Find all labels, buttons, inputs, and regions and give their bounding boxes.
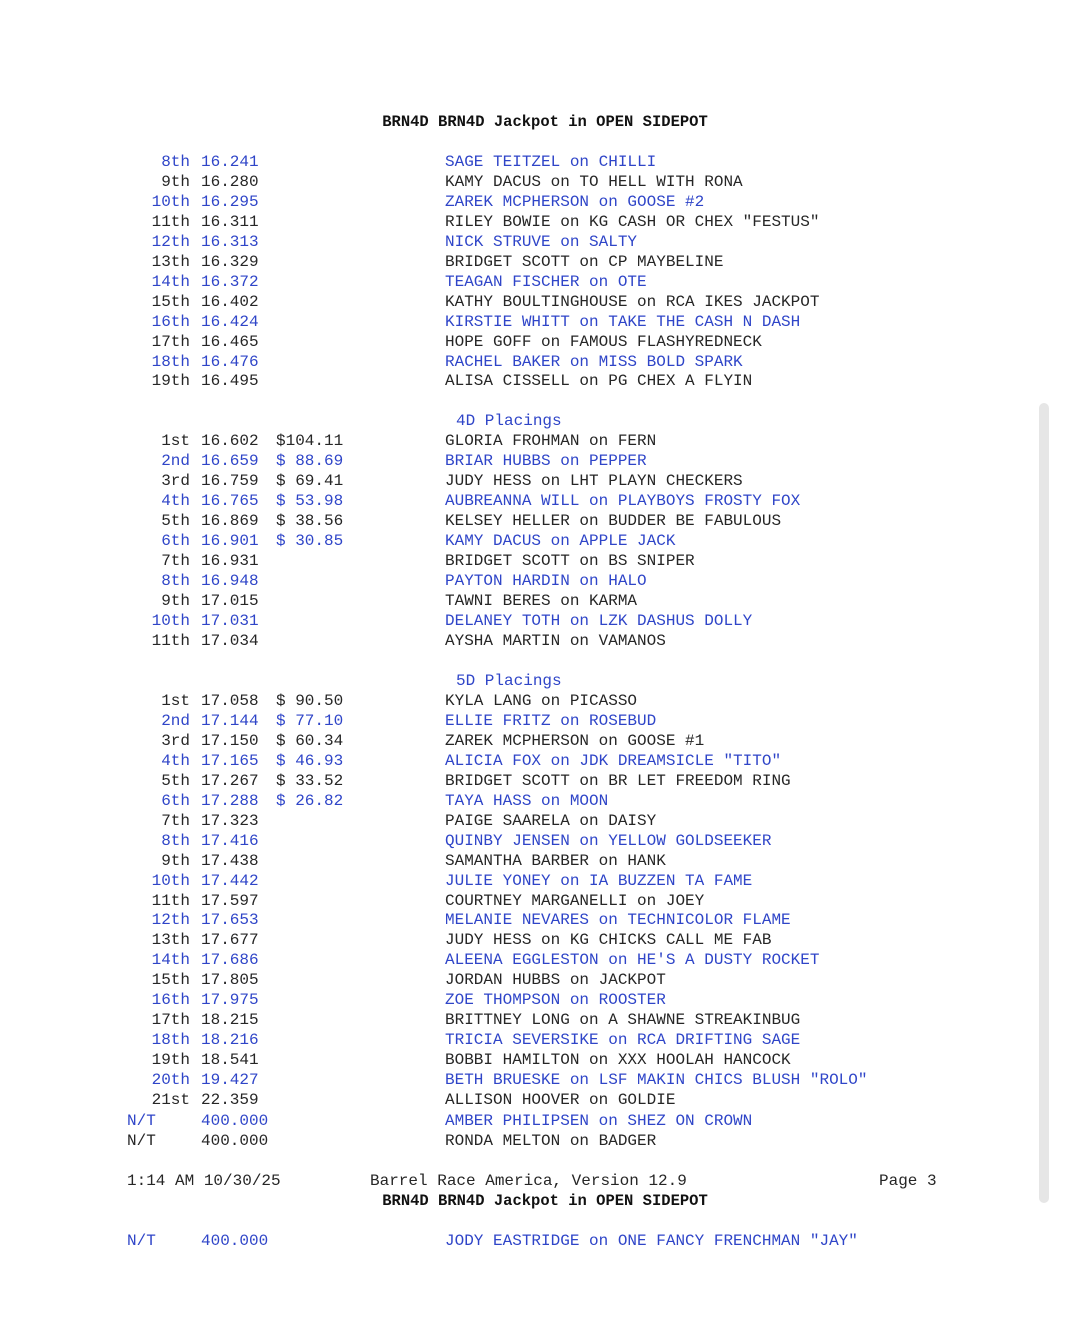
rider-horse: KAMY DACUS on TO HELL WITH RONA [445, 172, 743, 191]
result-row [0, 431, 1000, 451]
result-row [0, 711, 1000, 731]
payout: $ 46.93 [276, 751, 344, 770]
rider-horse: RONDA MELTON on BADGER [445, 1131, 657, 1150]
rider-horse: HOPE GOFF on FAMOUS FLASHYREDNECK [445, 332, 762, 351]
placing: 17th [151, 1011, 190, 1030]
result-row [0, 571, 1000, 591]
rider-horse: AUBREANNA WILL on PLAYBOYS FROSTY FOX [445, 491, 801, 510]
result-row [0, 871, 1000, 891]
result-row [0, 212, 1000, 232]
rider-horse: JODY EASTRIDGE on ONE FANCY FRENCHMAN "JAY" [445, 1232, 858, 1250]
result-row [0, 751, 1000, 771]
result-row [0, 471, 1000, 491]
placing: 11th [151, 631, 190, 650]
result-row [0, 252, 1000, 272]
run-time: 16.602 [201, 432, 259, 450]
rider-horse: BRIDGET SCOTT on BS SNIPER [445, 551, 695, 570]
result-row [0, 491, 1000, 511]
rider-horse: TEAGAN FISCHER on OTE [445, 272, 647, 291]
result-row [0, 771, 1000, 791]
payout: $ 26.82 [276, 791, 344, 810]
footer-timestamp: 1:14 AM 10/30/25 [127, 1172, 281, 1190]
rider-horse: SAMANTHA BARBER on HANK [445, 851, 666, 870]
result-row [0, 352, 1000, 372]
run-time: 16.313 [201, 232, 259, 251]
placing: 8th [161, 831, 190, 850]
run-time: 17.653 [201, 911, 259, 930]
payout: $ 77.10 [276, 711, 344, 730]
result-row [0, 910, 1000, 930]
placing: 16th [151, 991, 190, 1010]
run-time: 16.495 [201, 372, 259, 391]
result-row [0, 192, 1000, 212]
result-row [0, 172, 1000, 192]
placing: 9th [161, 591, 190, 610]
placing: N/T [127, 1131, 156, 1150]
result-row [0, 831, 1000, 851]
rider-horse: SAGE TEITZEL on CHILLI [445, 153, 657, 171]
run-time: 16.765 [201, 491, 259, 510]
rider-horse: TAWNI BERES on KARMA [445, 591, 638, 610]
run-time: 18.216 [201, 1031, 259, 1050]
run-time: 17.031 [201, 611, 259, 630]
rider-horse: BRITTNEY LONG on A SHAWNE STREAKINBUG [445, 1011, 801, 1030]
rider-horse: TRICIA SEVERSIKE on RCA DRIFTING SAGE [445, 1031, 801, 1050]
run-time: 17.416 [201, 831, 259, 850]
payout: $ 30.85 [276, 531, 344, 550]
placing: 3rd [161, 731, 190, 750]
run-time: 16.241 [201, 153, 259, 171]
rider-horse: JUDY HESS on KG CHICKS CALL ME FAB [445, 931, 772, 950]
rider-horse: ZAREK MCPHERSON on GOOSE #2 [445, 192, 705, 211]
result-row [0, 232, 1000, 252]
run-time: 16.476 [201, 352, 259, 371]
placing: 18th [151, 1031, 190, 1050]
rider-horse: ELLIE FRITZ on ROSEBUD [445, 711, 657, 730]
run-time: 17.677 [201, 931, 259, 950]
result-row [0, 551, 1000, 571]
placing: 2nd [161, 451, 190, 470]
run-time: 17.058 [201, 692, 259, 710]
run-time: 16.424 [201, 312, 259, 331]
run-time: 17.144 [201, 711, 259, 730]
payout: $ 33.52 [276, 771, 344, 790]
placing: 2nd [161, 711, 190, 730]
page-title: BRN4D BRN4D Jackpot in OPEN SIDEPOT [382, 113, 708, 131]
placing: 8th [161, 571, 190, 590]
payout: $ 90.50 [276, 692, 344, 710]
placing: 4th [161, 491, 190, 510]
rider-horse: JUDY HESS on LHT PLAYN CHECKERS [445, 471, 743, 490]
run-time: 17.442 [201, 871, 259, 890]
rider-horse: ALEENA EGGLESTON on HE'S A DUSTY ROCKET [445, 951, 820, 970]
placing: 12th [151, 911, 190, 930]
result-row [0, 272, 1000, 292]
run-time: 17.165 [201, 751, 259, 770]
result-row [0, 990, 1000, 1010]
section-heading-5d: 5D Placings [456, 672, 562, 690]
placing: 11th [151, 891, 190, 910]
run-time: 17.805 [201, 971, 259, 990]
placing: 15th [151, 971, 190, 990]
placing: 10th [151, 871, 190, 890]
placing: N/T [127, 1112, 156, 1130]
rider-horse: BRIAR HUBBS on PEPPER [445, 451, 647, 470]
result-row [0, 811, 1000, 831]
result-row [0, 1030, 1000, 1050]
run-time: 17.015 [201, 591, 259, 610]
result-row [0, 731, 1000, 751]
run-time: 16.901 [201, 531, 259, 550]
placing: N/T [127, 1232, 156, 1250]
rider-horse: JORDAN HUBBS on JACKPOT [445, 971, 666, 990]
rider-horse: KIRSTIE WHITT on TAKE THE CASH N DASH [445, 312, 801, 331]
run-time: 17.323 [201, 811, 259, 830]
rider-horse: BOBBI HAMILTON on XXX HOOLAH HANCOCK [445, 1051, 791, 1070]
placing: 13th [151, 252, 190, 271]
result-row [0, 851, 1000, 871]
rider-horse: TAYA HASS on MOON [445, 791, 609, 810]
rider-horse: ALICIA FOX on JDK DREAMSICLE "TITO" [445, 751, 782, 770]
result-row [0, 1090, 1000, 1110]
rider-horse: COURTNEY MARGANELLI on JOEY [445, 891, 705, 910]
result-row [0, 791, 1000, 811]
placing: 21st [151, 1091, 190, 1109]
result-row [0, 1050, 1000, 1070]
result-row [0, 611, 1000, 631]
result-row [0, 591, 1000, 611]
run-time: 16.295 [201, 192, 259, 211]
placing: 9th [161, 172, 190, 191]
result-row [0, 451, 1000, 471]
payout: $ 38.56 [276, 511, 344, 530]
run-time: 18.215 [201, 1011, 259, 1030]
result-row [0, 152, 1000, 172]
footer-page-number: Page 3 [879, 1172, 937, 1190]
page-title-repeat: BRN4D BRN4D Jackpot in OPEN SIDEPOT [382, 1192, 708, 1210]
run-time: 17.975 [201, 991, 259, 1010]
result-row [0, 1070, 1000, 1090]
rider-horse: QUINBY JENSEN on YELLOW GOLDSEEKER [445, 831, 772, 850]
run-time: 16.869 [201, 511, 259, 530]
rider-horse: BETH BRUESKE on LSF MAKIN CHICS BLUSH "ROLO" [445, 1071, 868, 1090]
run-time: 16.372 [201, 272, 259, 291]
placing: 20th [151, 1071, 190, 1090]
payout: $ 53.98 [276, 491, 344, 510]
placing: 4th [161, 751, 190, 770]
placing: 5th [161, 771, 190, 790]
rider-horse: AMBER PHILIPSEN on SHEZ ON CROWN [445, 1112, 753, 1130]
run-time: 16.280 [201, 172, 259, 191]
placing: 19th [151, 372, 190, 391]
run-time: 17.150 [201, 731, 259, 750]
rider-horse: BRIDGET SCOTT on CP MAYBELINE [445, 252, 724, 271]
payout: $ 60.34 [276, 731, 344, 750]
run-time: 16.329 [201, 252, 259, 271]
placing: 5th [161, 511, 190, 530]
result-row [0, 691, 1000, 711]
rider-horse: RACHEL BAKER on MISS BOLD SPARK [445, 352, 743, 371]
rider-horse: BRIDGET SCOTT on BR LET FREEDOM RING [445, 771, 791, 790]
placing: 7th [161, 811, 190, 830]
run-time: 17.597 [201, 891, 259, 910]
result-row [0, 1131, 1000, 1151]
rider-horse: RILEY BOWIE on KG CASH OR CHEX "FESTUS" [445, 212, 820, 231]
rider-horse: DELANEY TOTH on LZK DASHUS DOLLY [445, 611, 753, 630]
payout: $ 88.69 [276, 451, 344, 470]
result-row [0, 1010, 1000, 1030]
run-time: 22.359 [201, 1091, 259, 1109]
placing: 17th [151, 332, 190, 351]
run-time: 17.267 [201, 771, 259, 790]
placing: 6th [161, 531, 190, 550]
run-time: 19.427 [201, 1071, 259, 1090]
section-heading-4d: 4D Placings [456, 412, 562, 430]
placing: 15th [151, 292, 190, 311]
run-time: 18.541 [201, 1051, 259, 1070]
payout: $ 69.41 [276, 471, 344, 490]
rider-horse: PAIGE SAARELA on DAISY [445, 811, 657, 830]
payout: $104.11 [276, 432, 344, 450]
placing: 11th [151, 212, 190, 231]
rider-horse: KYLA LANG on PICASSO [445, 692, 638, 710]
result-row [0, 970, 1000, 990]
placing: 16th [151, 312, 190, 331]
run-time: 16.759 [201, 471, 259, 490]
placing: 7th [161, 551, 190, 570]
run-time: 17.288 [201, 791, 259, 810]
result-row [0, 631, 1000, 651]
rider-horse: NICK STRUVE on SALTY [445, 232, 638, 251]
rider-horse: MELANIE NEVARES on TECHNICOLOR FLAME [445, 911, 791, 930]
result-row [0, 332, 1000, 352]
placing: 10th [151, 611, 190, 630]
placing: 12th [151, 232, 190, 251]
result-row [0, 930, 1000, 950]
run-time: 17.438 [201, 851, 259, 870]
rider-horse: ALISA CISSELL on PG CHEX A FLYIN [445, 372, 753, 391]
rider-horse: KELSEY HELLER on BUDDER BE FABULOUS [445, 511, 782, 530]
result-row [0, 950, 1000, 970]
rider-horse: ALLISON HOOVER on GOLDIE [445, 1091, 676, 1109]
result-row [0, 1231, 1000, 1251]
result-row [0, 891, 1000, 911]
result-row [0, 1111, 1000, 1131]
result-row [0, 371, 1000, 391]
rider-horse: ZAREK MCPHERSON on GOOSE #1 [445, 731, 705, 750]
run-time: 16.465 [201, 332, 259, 351]
rider-horse: JULIE YONEY on IA BUZZEN TA FAME [445, 871, 753, 890]
result-row [0, 312, 1000, 332]
run-time: 17.686 [201, 951, 259, 970]
placing: 8th [161, 153, 190, 171]
rider-horse: GLORIA FROHMAN on FERN [445, 432, 657, 450]
placing: 3rd [161, 471, 190, 490]
run-time: 400.000 [201, 1232, 269, 1250]
placing: 13th [151, 931, 190, 950]
placing: 14th [151, 272, 190, 291]
rider-horse: KATHY BOULTINGHOUSE on RCA IKES JACKPOT [445, 292, 820, 311]
run-time: 16.659 [201, 451, 259, 470]
rider-horse: KAMY DACUS on APPLE JACK [445, 531, 676, 550]
placing: 9th [161, 851, 190, 870]
run-time: 16.402 [201, 292, 259, 311]
placing: 1st [161, 432, 190, 450]
rider-horse: PAYTON HARDIN on HALO [445, 571, 647, 590]
footer-software: Barrel Race America, Version 12.9 [370, 1172, 687, 1190]
scrollbar[interactable] [1039, 403, 1049, 1203]
placing: 1st [161, 692, 190, 710]
rider-horse: AYSHA MARTIN on VAMANOS [445, 631, 666, 650]
placing: 14th [151, 951, 190, 970]
placing: 19th [151, 1051, 190, 1070]
run-time: 400.000 [201, 1131, 269, 1150]
run-time: 400.000 [201, 1112, 269, 1130]
result-row [0, 292, 1000, 312]
run-time: 17.034 [201, 631, 259, 650]
run-time: 16.948 [201, 571, 259, 590]
run-time: 16.311 [201, 212, 259, 231]
rider-horse: ZOE THOMPSON on ROOSTER [445, 991, 666, 1010]
placing: 10th [151, 192, 190, 211]
result-row [0, 531, 1000, 551]
result-row [0, 511, 1000, 531]
placing: 18th [151, 352, 190, 371]
placing: 6th [161, 791, 190, 810]
run-time: 16.931 [201, 551, 259, 570]
